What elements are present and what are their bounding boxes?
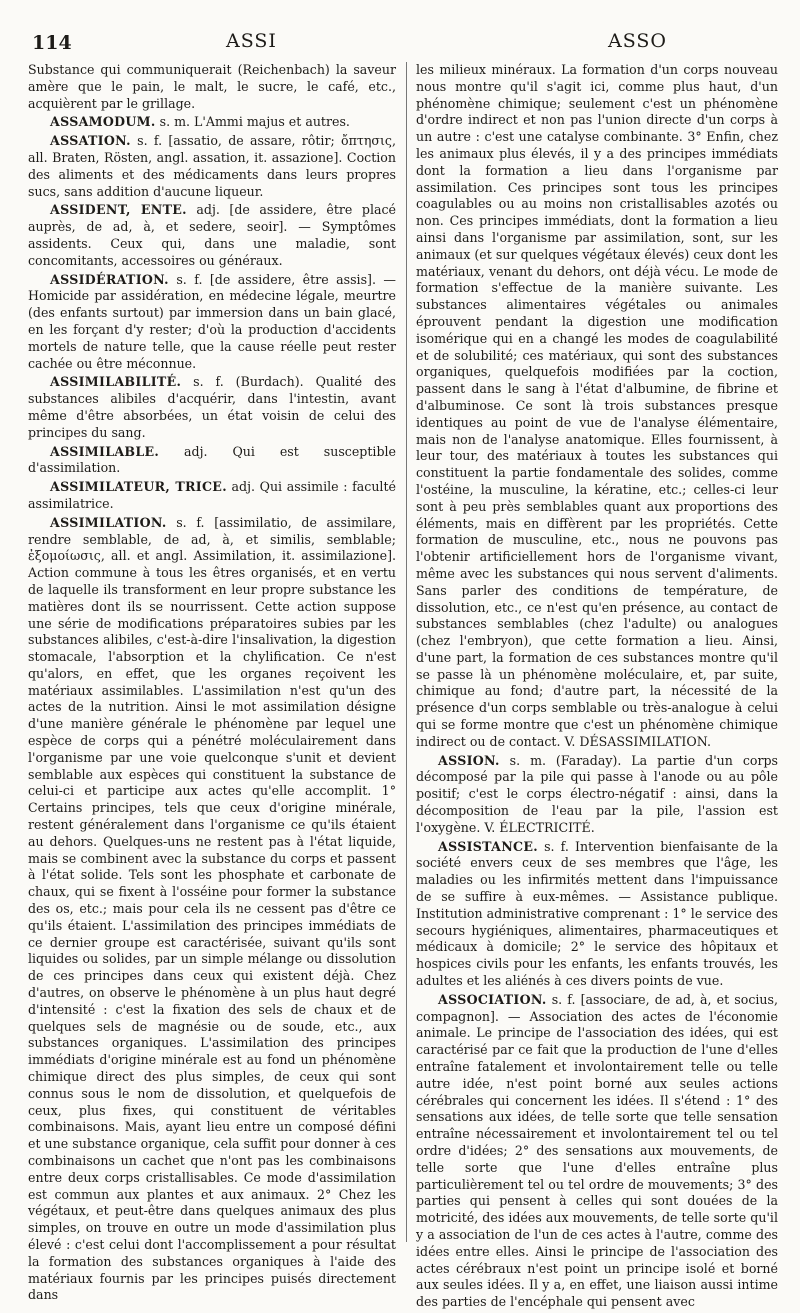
entry-headword: ASSIMILABLE. [50,443,160,459]
entry-text: s. f. [de assidere, être assis]. — Homicide par assidération, en médecine légale, meurtre (des enfants surtout) par immersion dans un bain glacé, en les forçant d'y rester; d'où la production d'accidents mortels de nature telle, que la cause réelle peut rester cachée ou être méconnue. [28,271,396,371]
entry-headword: ASSIDÉRATION. [50,271,169,287]
entry-text: adj. Qui assimile : faculté assimilatrice. [28,479,396,511]
left-running-head: ASSI [226,30,277,52]
dictionary-entry [416,753,778,837]
entry-text: s. f. [assimilatio, de assimilare, rendre semblable, de ad, à, et similis, semblable; ἐξομοίωσις, all. et angl. Assimilation, it. assimilazione]. Action commune à tous les êtres organisés, et en vertu de laquelle ils transforment en leur propre substance les matières dont ils se nourrissent. Cette action suppose une série de modifications préparatoires subies par les substances alibiles, c'est-à-dire l'insalivation, la digestion stomacale, l'absorption et la chylification. Ce n'est qu'alors, en effet, que les organes reçoivent les matériaux assimilables. L'assimilation n'est qu'un des actes de la nutrition. Ainsi le mot assimilation désigne d'une manière générale le phénomène par lequel une espèce de corps qui a pénétré moléculairement dans l'organisme par une voie quelconque s'unit et devient semblable aux espèces qui constituent la substance de celui-ci et participe aux actes qu'elle accomplit. 1° Certains principes, tels que ceux d'origine minérale, restent généralement dans l'organisme ce qu'ils étaient au dehors. Quelques-uns ne restent pas à l'état liquide, mais se combinent avec la substance du corps et passent à l'état solide. Tels sont les phosphate et carbonate de chaux, qui se fixent à l'osséine pour former la substance des os, etc.; mais pour cela ils ne cessent pas d'être ce qu'ils étaient. L'assimilation des principes immédiats de ce dernier groupe est caractérisée, suivant qu'ils sont liquides ou solides, par un simple mélange ou dissolution de ces principes dans ceux qui existent déjà. Chez d'autres, on observe le phénomène à un plus haut degré d'intensité : c'est la fixation des sels de chaux et de quelques sels de magnésie ou de soude, etc., aux substances organiques. L'assimilation des principes immédiats d'origine minérale est au fond un phénomène chimique direct des plus simples, de ceux qui sont connus sous le nom de dissolution, et quelquefois de ceux, plus fixes, qui constituent de véritables combinaisons. Mais, ayant lieu entre un composé défini et une substance organique, cela suffit pour donner à ces combinaisons un cachet que n'ont pas les combinaisons entre deux corps cristallisables. Ce mode d'assimilation est commun aux plantes et aux animaux. 2° Chez les végétaux, et peut-être dans quelques animaux des plus simples, on trouve en outre un mode d'assimilation plus élevé : c'est celui dont l'accomplissement a pour résultat la formation des substances organiques à l'aide des matériaux fournis par les principes puisés directement dans [28,514,396,1303]
left-column [28,62,396,1306]
dictionary-entry [416,839,778,990]
entry-headword: ASSOCIATION. [438,991,547,1007]
entry-text: s. m. (Faraday). La partie d'un corps décomposé par la pile qui passe à l'anode ou au pôle positif; c'est le corps électro-négatif : ainsi, dans la décomposition de l'eau par la pile, l'assion est l'oxygène. V. ÉLECTRICITÉ. [416,752,778,835]
entry-headword: ASSIMILATEUR, TRICE. [50,479,227,495]
entry-text: les milieux minéraux. La formation d'un corps nouveau nous montre qu'il s'agit ici, comme plus haut, d'un phénomène chimique; seulement c'est un phénomène d'ordre indirect et non pas l'union directe d'un corps à un autre : c'est une catalyse combinante. 3° Enfin, chez les animaux plus élevés, il y a des principes immédiats dont la formation a lieu dans l'organisme par assimilation. Ces principes sont tous les principes coagulables ou au moins non cristallisables azotés ou non. Ces principes immédiats, dont la formation a lieu ainsi dans l'organisme par assimilation, sont, sur les animaux (et sur quelques végétaux élevés) ceux dont les matériaux, venant du dehors, ont déjà vécu. Le mode de formation s'effectue de la manière suivante. Les substances alimentaires végétales ou animales éprouvent pendant la digestion une modification isomérique qui en a changé les modes de coagulabilité et de solubilité; ces matériaux, qui sont des substances organiques, quelquefois modifiées par la coction, passent dans le sang à l'état d'albumine, de fibrine et d'albuminose. Ce sont là trois substances presque identiques au point de vue de l'analyse élémentaire, mais non de l'analyse anatomique. Elles fournissent, à leur tour, des matériaux à toutes les substances qui constituent la partie fondamentale des solides, comme l'ostéine, la musculine, la kératine, etc.; celles-ci leur sont à peu près semblables quant aux proportions des éléments, mais en diffèrent par les propriétés. Cette formation de musculine, etc., nous ne pouvons pas l'obtenir artificiellement hors de l'organisme vivant, même avec les substances qui nous servent d'aliments. Sans parler des conditions de température, de dissolution, etc., ce n'est qu'en présence, au contact de substances semblables (chez l'adulte) ou analogues (chez l'embryon), que cette formation a lieu. Ainsi, d'une part, la formation de ces substances montre qu'il se passe là un phénomène moléculaire, et, par suite, chimique au fond; d'autre part, la nécessité de la présence d'un corps semblable ou très-analogue à celui qui se forme montre que c'est un phénomène chimique indirect ou de contact. V. DÉSASSIMILATION. [416,62,778,749]
entry-text: s. f. (Burdach). Qualité des substances alibiles d'acquérir, dans l'intestin, avant même d'être absorbées, un état voisin de celui des principes du sang. [28,374,396,440]
entry-text: s. f. [assatio, de assare, rôtir; ὄπτησις, all. Braten, Rösten, angl. assation, it. assazione]. Coction des aliments et des médicaments dans leurs propres sucs, sans addition d'aucune liqueur. [28,133,396,199]
entry-headword: ASSISTANCE. [438,838,538,854]
dictionary-entry [28,515,396,1304]
dictionary-entry [28,374,396,441]
dictionary-entry [28,444,396,478]
right-running-head: ASSO [608,30,667,52]
entry-text: s. f. Intervention bienfaisante de la société envers ceux de ses membres que l'âge, les maladies ou les infirmités mettent dans l'impuissance de se suffire à eux-mêmes. — Assistance publique. Institution administrative comprenant : 1° le service des secours hygiéniques, alimentaires, pharmaceutiques et médicaux à domicile; 2° le service des hôpitaux et hospices civils pour les enfants, les enfants trouvés, les adultes et les aliénés à ces divers points de vue. [416,838,778,989]
entry-text: adj. Qui est susceptible d'assimilation. [28,443,396,476]
entry-headword: ASSIDENT, ENTE. [50,202,187,218]
entry-headword: ASSION. [438,752,500,768]
right-column [416,62,778,1313]
entry-text: adj. [de assidere, être placé auprès, de ad, à, et sedere, seoir]. — Symptômes assidents. Ceux qui, dans une maladie, sont concomitants, accessoires ou généraux. [28,202,396,268]
entry-headword: ASSAMODUM. [50,114,156,130]
column-divider [406,62,407,1242]
dictionary-entry [28,202,396,269]
dictionary-entry [28,114,396,131]
entry-text: Substance qui communiquerait (Reichenbach) la saveur amère que le pain, le malt, le sucre, le café, etc., acquièrent par le grillage. [28,62,396,111]
continued-text [28,62,396,112]
page-number: 114 [32,32,72,54]
entry-headword: ASSIMILABILITÉ. [50,374,182,390]
dictionary-entry [28,133,396,200]
dictionary-entry [416,992,778,1311]
entry-text: s. f. [associare, de ad, à, et socius, compagnon]. — Association des actes de l'économie animale. Le principe de l'association des idées, qui est caractérisé par ce fait que la production de l'une d'elles entraîne fatalement et involontairement telle ou telle autre idée, n'est point borné aux seules actions cérébrales qui concernent les idées. Il s'étend : 1° des sensations aux idées, de telle sorte que telle sensation entraîne nécessairement et involontairement tel ou tel ordre d'idées; 2° des sensations aux mouvements, de telle sorte que l'une d'elles entraîne plus particulièrement tel ou tel ordre de mouvements; 3° des parties qui pensent à celles qui sont douées de la motricité, des idées aux mouvements, de telle sorte qu'il y a association de l'un de ces actes à l'autre, comme des idées entre elles. Ainsi le principe de l'association des actes cérébraux n'est point un principe isolé et borné aux seules idées. Il y a, en effet, une liaison aussi intime des parties de l'encéphale qui pensent avec [416,991,778,1310]
continued-text [416,62,778,751]
entry-headword: ASSIMILATION. [50,514,167,530]
dictionary-entry [28,479,396,513]
entry-headword: ASSATION. [50,133,131,149]
entry-text: s. m. L'Ammi majus et autres. [155,114,350,130]
page-header [26,24,774,64]
dictionary-entry [28,272,396,373]
